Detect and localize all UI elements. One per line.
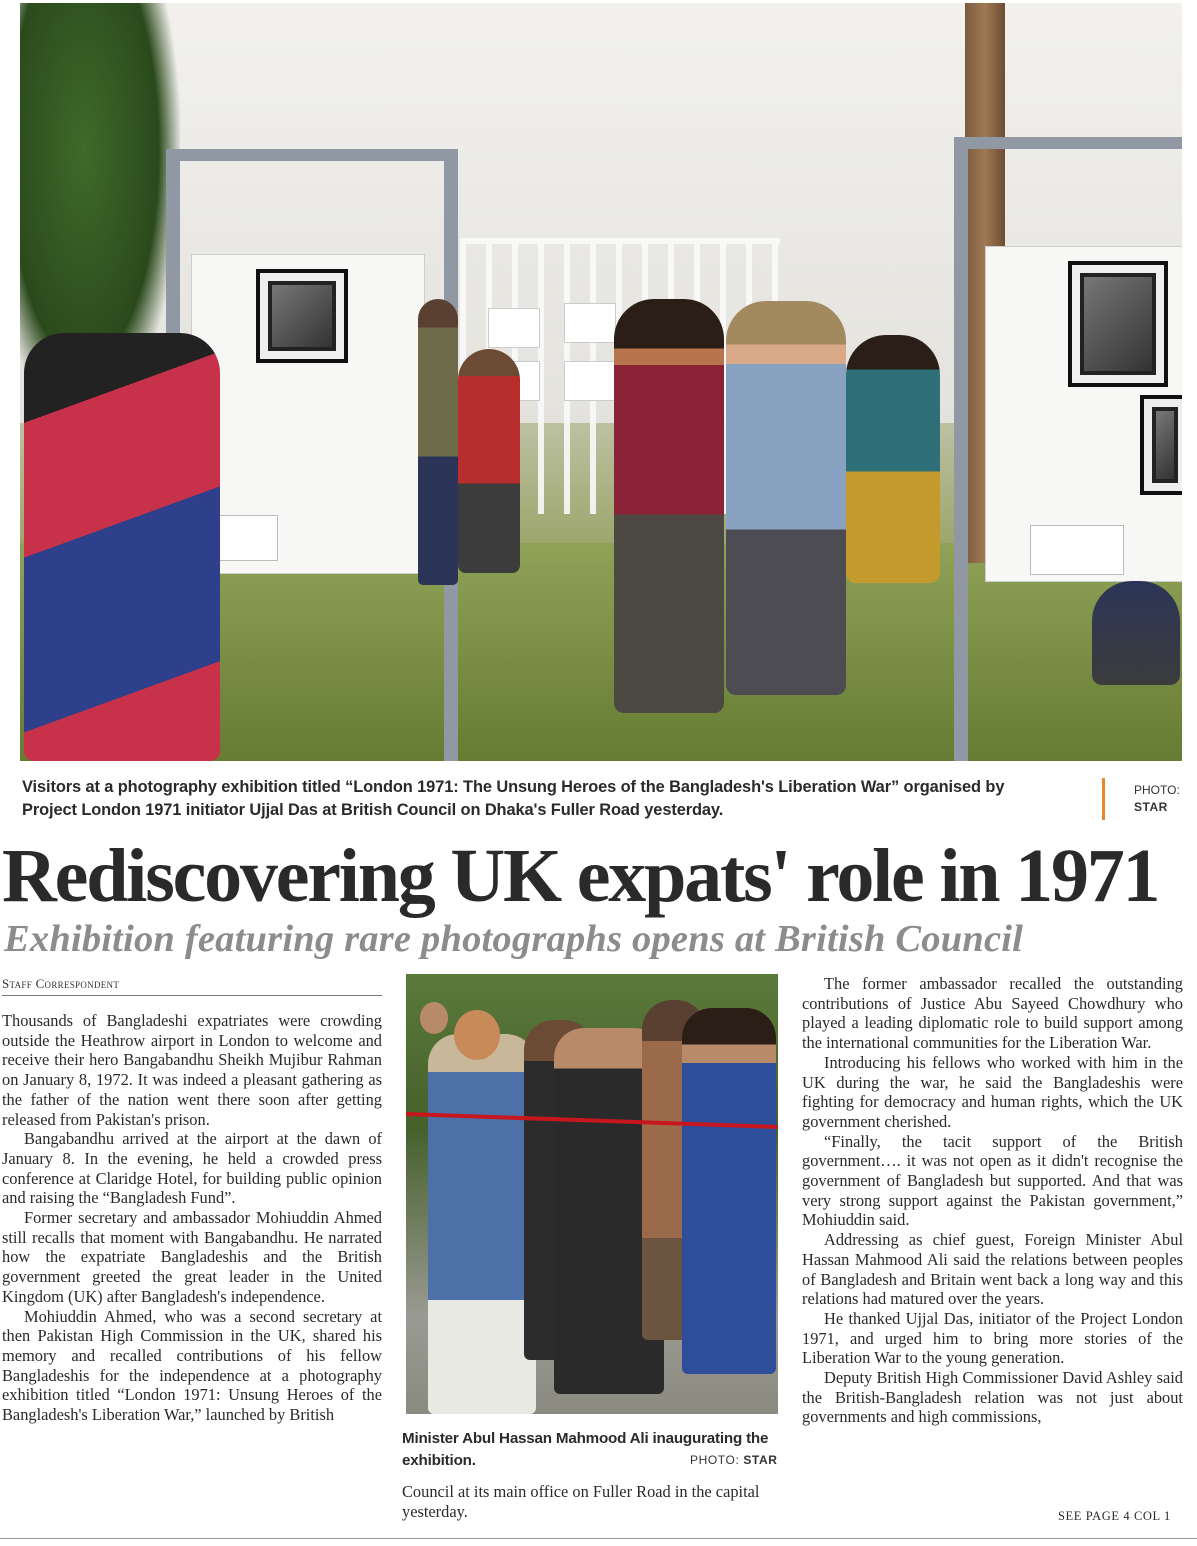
framed-photograph xyxy=(1068,261,1168,387)
paragraph: Council at its main office on Fuller Road in the capital yesterday. xyxy=(402,1482,760,1521)
top-photo xyxy=(20,3,1182,761)
display-frame xyxy=(954,137,1182,149)
framed-photograph xyxy=(1140,395,1182,495)
credit-label: PHOTO: xyxy=(690,1453,740,1467)
inner-photo xyxy=(406,974,778,1414)
visitor-figure xyxy=(614,299,724,713)
visitor-figure xyxy=(846,335,940,583)
guest-head xyxy=(454,1010,500,1060)
display-frame xyxy=(166,149,458,161)
display-frame xyxy=(954,137,968,761)
continuation-jump-line[interactable]: SEE PAGE 4 COL 1 xyxy=(1058,1509,1171,1523)
credit-divider xyxy=(1102,778,1105,820)
photo-poster xyxy=(564,361,616,401)
article-column-3 xyxy=(802,974,1183,1427)
inner-photo-credit xyxy=(690,1452,778,1468)
credit-source: STAR xyxy=(743,1453,778,1467)
credit-source: STAR xyxy=(1134,800,1168,814)
paragraph: Addressing as chief guest, Foreign Minister Abul Hassan Mahmood Ali said the relations between peoples of Bangladesh and Britain went back a long way and this relations had matured over the years. xyxy=(802,1230,1183,1309)
paragraph: Deputy British High Commissioner David Ashley said the British-Bangladesh relation was not just about governments and high commissions, xyxy=(802,1368,1183,1427)
article-column-1 xyxy=(2,1011,382,1425)
paragraph: Bangabandhu arrived at the airport at the dawn of January 8. In the evening, he held a crowded press conference at Claridge Hotel, for building public opinion and raising the “Bangladesh Fund”. xyxy=(2,1129,382,1208)
subheadline: Exhibition featuring rare photographs opens at British Council xyxy=(4,918,1024,960)
photo-description-card xyxy=(1030,525,1124,575)
framed-photograph xyxy=(256,269,348,363)
guest-head xyxy=(420,1002,448,1034)
top-photo-caption: Visitors at a photography exhibition titled “London 1971: The Unsung Heroes of the Bangladesh's Liberation War” organised by Project London 1971 initiator Ujjal Das at British Council on Dhaka's Fuller Road yesterday. xyxy=(22,778,1005,819)
article-column-2 xyxy=(402,1482,782,1521)
paragraph: The former ambassador recalled the outstanding contributions of Justice Abu Sayeed Chowdhury who played a leading diplomatic role to build support among the international communities for the Liberation War. xyxy=(802,974,1183,1053)
visitor-figure xyxy=(1092,581,1180,685)
credit-label: PHOTO: xyxy=(1134,783,1180,797)
photo-poster xyxy=(564,303,616,343)
paragraph: He thanked Ujjal Das, initiator of the Project London 1971, and urged him to bring more stories of the Liberation War to the young generation. xyxy=(802,1308,1183,1368)
inner-photo-caption: Minister Abul Hassan Mahmood Ali inaugurating the exhibition. xyxy=(402,1430,769,1469)
photo-poster xyxy=(488,308,540,348)
paragraph: “Finally, the tacit support of the British government…. it was not open as it didn't recognise the government of Bangladesh but supported. And that was very strong support against the Pakistan government,” Mohiuddin said. xyxy=(802,1131,1183,1230)
page-bottom-rule xyxy=(0,1538,1197,1539)
paragraph: Mohiuddin Ahmed, who was a second secretary at then Pakistan High Commission in the UK, shared his memory and recalled contributions of his fellow Bangladeshis for the independence at a photography exhibition titled “London 1971: Unsung Heroes of the Bangladesh's Liberation War,” launched by British xyxy=(2,1306,382,1425)
visitor-figure xyxy=(418,299,458,585)
headline: Rediscovering UK expats' role in 1971 xyxy=(2,834,1159,918)
byline: Staff Correspondent xyxy=(2,975,382,996)
guest-figure xyxy=(428,1034,536,1414)
visitor-figure xyxy=(24,333,220,761)
paragraph: Former secretary and ambassador Mohiuddin Ahmed still recalls that moment with Bangabandhu. He narrated how the expatriate Bangladeshis and the British government greeted the great leader in the United Kingdom (UK) after Bangladesh's independence. xyxy=(2,1208,382,1306)
paragraph: Introducing his fellows who worked with him in the UK during the war, he said the Bangladeshis were fighting for democracy and human rights, which the UK government cherished. xyxy=(802,1052,1183,1131)
top-photo-credit xyxy=(1134,782,1180,816)
visitor-figure xyxy=(726,301,846,695)
visitor-figure xyxy=(458,349,520,573)
paragraph: Thousands of Bangladeshi expatriates were crowding outside the Heathrow airport in London to welcome and receive their hero Bangabandhu Sheikh Mujibur Rahman on January 8, 1972. It was indeed a pleasant gathering as the father of the nation went there soon after getting released from Pakistan's prison. xyxy=(2,1011,382,1129)
guest-figure xyxy=(682,1008,776,1374)
